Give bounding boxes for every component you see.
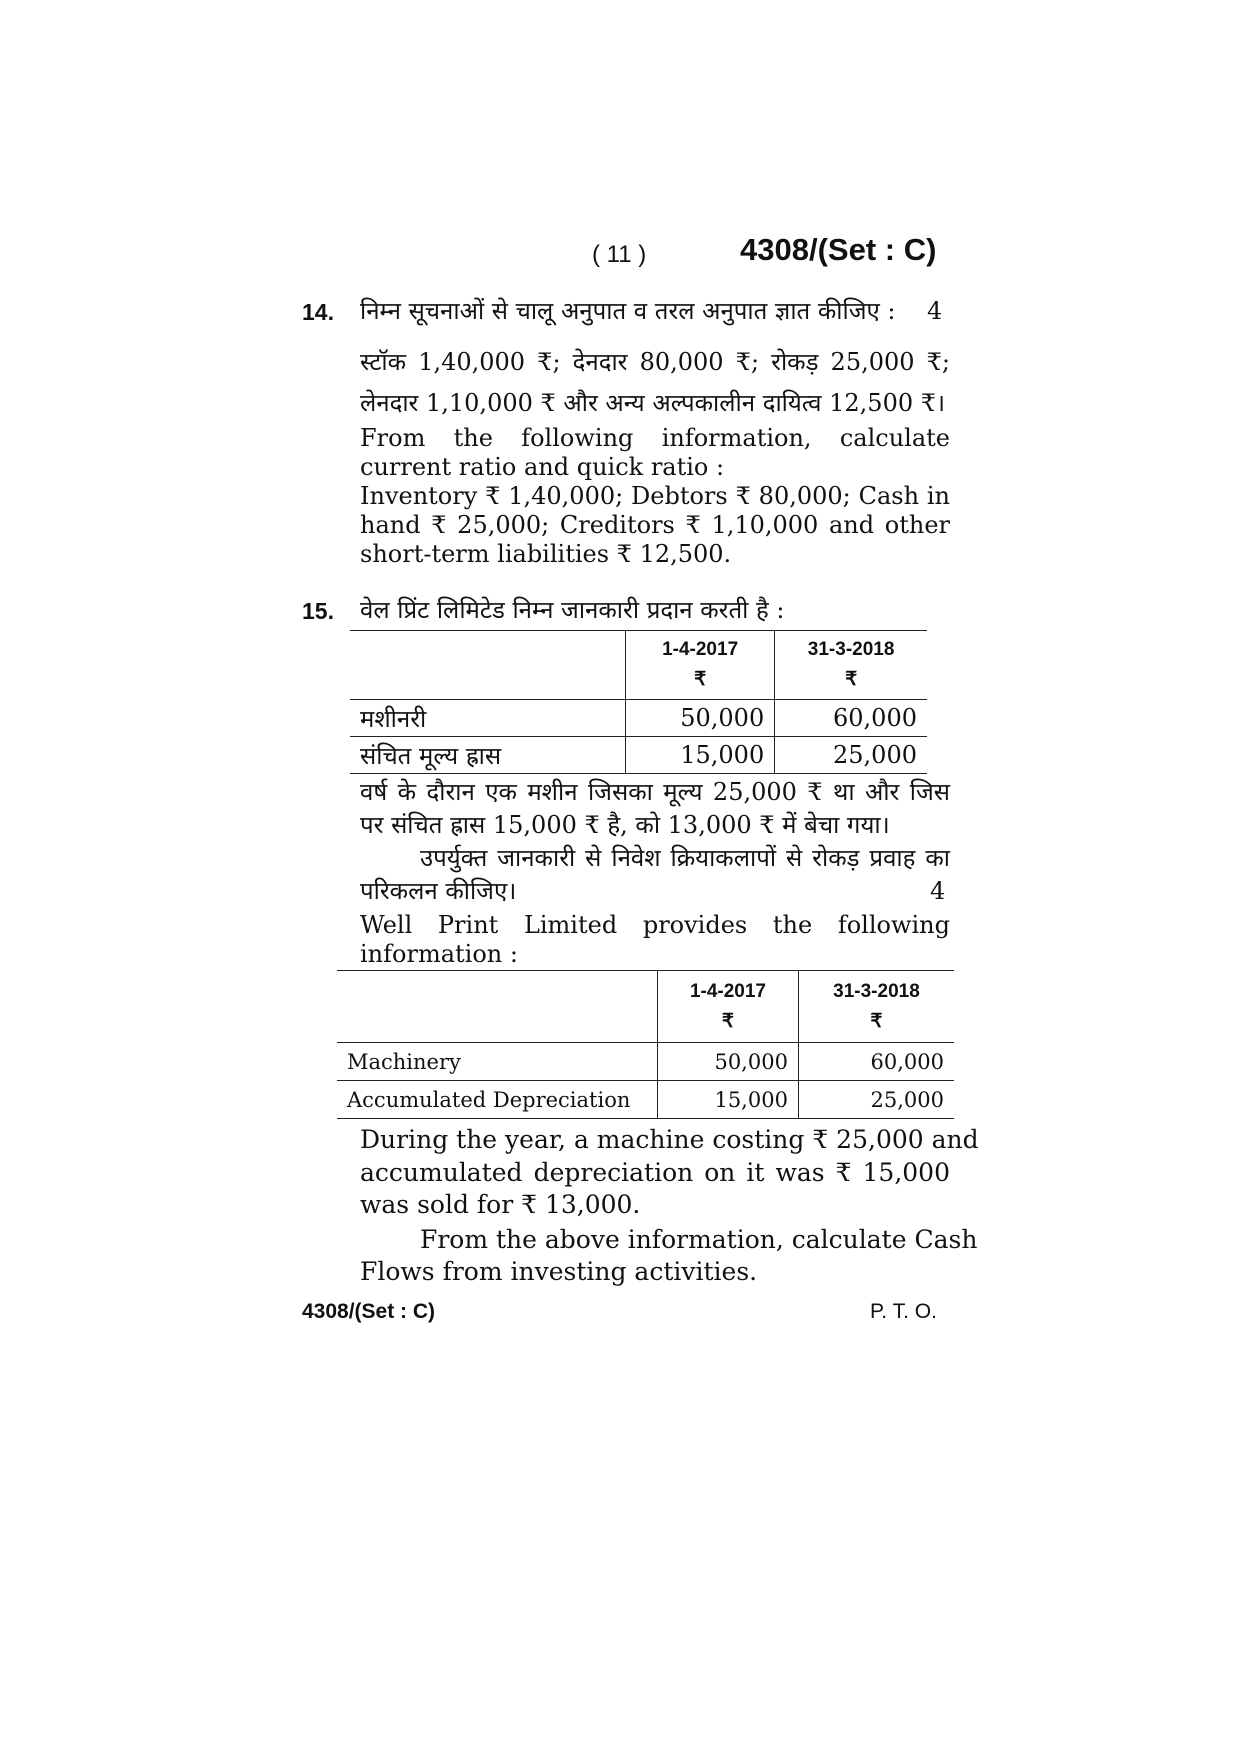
row-value-1: 50,000 (658, 1043, 799, 1081)
table-header-row (337, 971, 954, 1043)
q15-hindi-intro: वेल प्रिंट लिमिटेड निम्न जानकारी प्रदान करती है : (360, 596, 785, 624)
q14-hindi-line-1: निम्न सूचनाओं से चालू अनुपात व तरल अनुपात ज्ञात कीजिए : (360, 297, 896, 325)
q15-hindi-body-line-1: वर्ष के दौरान एक मशीन जिसका मूल्य 25,000 ₹ था और जिस (360, 778, 950, 806)
col2-date: 31-3-2018 (807, 639, 895, 660)
row-value-2: 25,000 (775, 737, 927, 774)
paper-code: 4308/(Set : C) (740, 232, 937, 267)
q15-english-body-line-5: Flows from investing activities. (360, 1257, 758, 1286)
table-row (337, 1043, 954, 1081)
question-14-number: 14. (302, 299, 334, 325)
col1-currency: ₹ (721, 1010, 735, 1032)
col2-date: 31-3-2018 (833, 980, 920, 1002)
row-value-2: 25,000 (798, 1081, 954, 1119)
q14-english-line-1: From the following information, calculate (360, 424, 950, 452)
table-row (350, 700, 927, 737)
q15-english-intro-line-2: information : (360, 940, 518, 968)
table-header-col2 (798, 971, 954, 1043)
q15-english-body-line-4: From the above information, calculate Cash (420, 1225, 978, 1254)
q15-english-table (337, 970, 954, 1119)
col1-currency: ₹ (694, 669, 707, 690)
q14-english-line-4: hand ₹ 25,000; Creditors ₹ 1,10,000 and other (360, 511, 950, 539)
row-value-1: 15,000 (658, 1081, 799, 1119)
q14-english-line-5: short-term liabilities ₹ 12,500. (360, 540, 732, 568)
row-value-2: 60,000 (798, 1043, 954, 1081)
q15-hindi-body-line-4: परिकलन कीजिए। (360, 877, 517, 905)
footer-paper-code: 4308/(Set : C) (302, 1300, 436, 1323)
footer-pto: P. T. O. (870, 1300, 937, 1323)
row-label: Accumulated Depreciation (337, 1081, 658, 1119)
row-label: Machinery (337, 1043, 658, 1081)
col2-currency: ₹ (845, 669, 858, 690)
row-label: मशीनरी (350, 700, 626, 737)
q15-hindi-body-line-2: पर संचित ह्रास 15,000 ₹ है, को 13,000 ₹ में बेचा गया। (360, 811, 890, 839)
q14-english-line-2: current ratio and quick ratio : (360, 453, 725, 481)
row-value-1: 15,000 (626, 737, 775, 774)
q15-marks: 4 (930, 877, 946, 905)
page-number: ( 11 ) (592, 241, 647, 268)
table-header-col1 (658, 971, 799, 1043)
col2-currency: ₹ (870, 1010, 883, 1032)
table-header-blank (350, 631, 626, 700)
row-value-2: 60,000 (775, 700, 927, 737)
q15-english-body-line-1: During the year, a machine costing ₹ 25,000 and (360, 1125, 979, 1154)
q14-marks: 4 (927, 297, 943, 325)
q15-english-body-line-2: accumulated depreciation on it was ₹ 15,000 (360, 1158, 950, 1187)
table-header-blank (337, 971, 658, 1043)
col1-date: 1-4-2017 (689, 980, 766, 1002)
table-header-col1 (626, 631, 775, 700)
q15-hindi-body-line-3: उपर्युक्त जानकारी से निवेश क्रियाकलापों से रोकड़ प्रवाह का (420, 844, 950, 872)
table-header-col2 (775, 631, 927, 700)
q15-english-intro-line-1: Well Print Limited provides the following (360, 911, 950, 939)
table-row (350, 737, 927, 774)
table-row (337, 1081, 954, 1119)
table-header-row (350, 631, 927, 700)
col1-date: 1-4-2017 (662, 639, 739, 660)
q15-english-body-line-3: was sold for ₹ 13,000. (360, 1190, 641, 1219)
question-15-number: 15. (302, 598, 334, 624)
q15-hindi-table (350, 630, 927, 774)
q14-hindi-line-2: स्टॉक 1,40,000 ₹; देनदार 80,000 ₹; रोकड़ 25,000 ₹; (360, 348, 950, 376)
row-label: संचित मूल्य ह्रास (350, 737, 626, 774)
row-value-1: 50,000 (626, 700, 775, 737)
q14-english-line-3: Inventory ₹ 1,40,000; Debtors ₹ 80,000; Cash in (360, 482, 950, 510)
q14-hindi-line-3: लेनदार 1,10,000 ₹ और अन्य अल्पकालीन दायित्व 12,500 ₹। (360, 389, 946, 417)
